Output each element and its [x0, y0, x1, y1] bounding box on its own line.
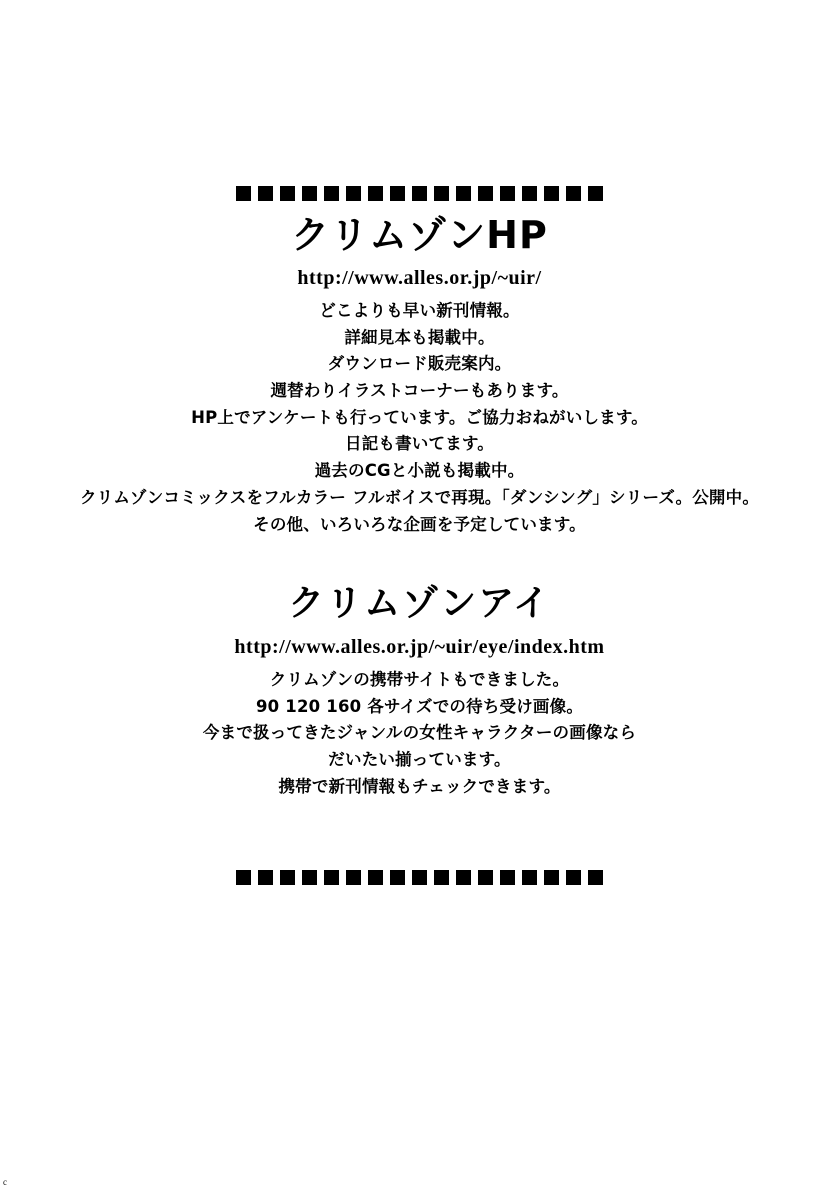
decorative-square: [302, 186, 317, 201]
decorative-square: [500, 870, 515, 885]
decorative-square: [478, 186, 493, 201]
decorative-square: [566, 870, 581, 885]
info-line: だいたい揃っています。: [328, 750, 511, 770]
info-line: クリムゾンの携帯サイトもできました。: [269, 669, 570, 689]
info-line: 週替わりイラストコーナーもあります。: [270, 380, 569, 400]
decorative-square: [544, 186, 559, 201]
decorative-square: [588, 186, 603, 201]
section-body-crimson-hp: [0, 298, 839, 538]
decorative-square: [434, 186, 449, 201]
decorative-square: [588, 870, 603, 885]
section-crimson-hp: [0, 201, 839, 538]
section-heading-crimson-eye: クリムゾンアイ: [288, 583, 551, 625]
decorative-square: [258, 186, 273, 201]
bottom-decorative-rule: [236, 870, 603, 885]
info-line: HP上でアンケートも行っています。ご協力おねがいします。: [191, 407, 648, 427]
decorative-square: [346, 186, 361, 201]
website-url-crimson-eye[interactable]: http://www.alles.or.jp/~uir/eye/index.htm: [234, 635, 605, 658]
decorative-square: [236, 186, 251, 201]
decorative-square: [500, 186, 515, 201]
decorative-square: [280, 870, 295, 885]
decorative-square: [302, 870, 317, 885]
decorative-square: [478, 870, 493, 885]
info-line: 携帯で新刊情報もチェックできます。: [278, 776, 561, 796]
decorative-square: [522, 870, 537, 885]
top-decorative-rule: [236, 186, 603, 201]
section-body-crimson-eye: [0, 667, 839, 801]
decorative-square: [566, 186, 581, 201]
section-crimson-eye: [0, 584, 839, 800]
decorative-square: [368, 186, 383, 201]
decorative-square: [412, 870, 427, 885]
info-line: 日記も書いてます。: [345, 434, 494, 454]
info-line: どこよりも早い新刊情報。: [319, 300, 520, 320]
decorative-square: [544, 870, 559, 885]
info-line: 詳細見本も掲載中。: [344, 327, 495, 347]
decorative-square: [456, 870, 471, 885]
info-line: ダウンロード販売案内。: [327, 354, 512, 374]
decorative-square: [368, 870, 383, 885]
decorative-square: [346, 870, 361, 885]
info-line: その他、いろいろな企画を予定しています。: [253, 514, 586, 534]
info-line: クリムゾンコミックスをフルカラー フルボイスで再現。「ダンシング」シリーズ。公開中。: [79, 487, 760, 507]
decorative-square: [434, 870, 449, 885]
corner-mark: c: [3, 1177, 7, 1187]
section-heading-crimson-hp: クリムゾンHP: [291, 213, 548, 257]
decorative-square: [258, 870, 273, 885]
info-line: 今まで扱ってきたジャンルの女性キャラクターの画像なら: [202, 723, 637, 743]
decorative-square: [324, 186, 339, 201]
decorative-square: [390, 870, 405, 885]
decorative-square: [236, 870, 251, 885]
decorative-square: [522, 186, 537, 201]
info-line: 90 120 160 各サイズでの待ち受け画像。: [255, 696, 584, 716]
decorative-square: [390, 186, 405, 201]
decorative-square: [324, 870, 339, 885]
decorative-square: [412, 186, 427, 201]
website-url-crimson-hp[interactable]: http://www.alles.or.jp/~uir/: [297, 266, 542, 289]
info-line: 過去のCGと小説も掲載中。: [314, 461, 525, 481]
decorative-square: [456, 186, 471, 201]
decorative-square: [280, 186, 295, 201]
